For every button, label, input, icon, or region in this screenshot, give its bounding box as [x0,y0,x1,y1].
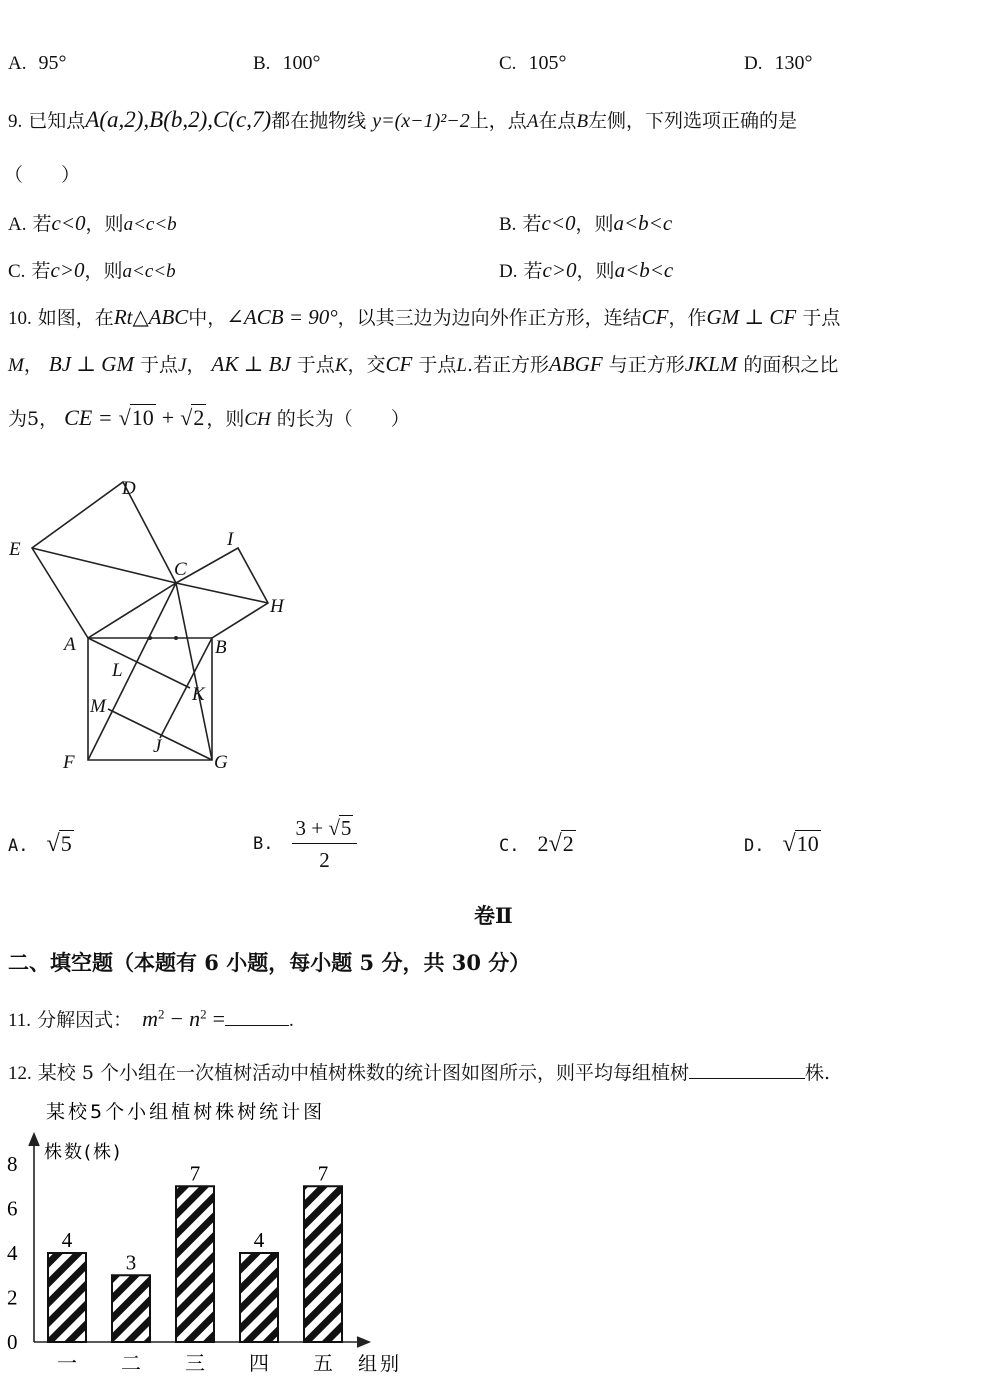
bar-value-label: 4 [253,1228,265,1252]
bar-value-label: 7 [317,1161,329,1186]
label-i: I [227,529,234,550]
q10-text: ，以其三边为边向外作正方形，连结 [337,307,642,329]
bar [240,1253,278,1342]
q10-angle: ∠ACB = 90° [226,305,338,329]
q11-eq: = [212,1006,226,1031]
option-label: B. [499,214,517,235]
option-label: D. [744,53,763,74]
q10-perp: BJ ⊥ GM [48,352,134,376]
q10-text: 为5， [8,408,59,430]
x-tick-label: 二 [121,1351,141,1375]
q10-text: ，交 [347,354,386,376]
section-heading: 二、填空题（本题有 6 小题，每小题 5 分，共 30 分） [8,950,531,975]
option-cond: c>0 [50,258,85,282]
option-result: a<b<c [614,258,674,282]
q12 [8,1058,830,1085]
y-tick-label: 6 [7,1196,18,1221]
bar-chart [0,1090,420,1377]
option-text: ，则 [84,260,123,282]
label-f: F [63,752,75,773]
x-tick-label: 四 [249,1351,269,1375]
q10-option-c[interactable]: C. 2√2 [499,831,574,857]
q10-segment: CH [244,409,271,430]
q10-square: JKLM [684,352,738,376]
q10-text: 于点 [296,354,335,376]
fraction-numerator: 3 + [295,816,324,840]
q10-line-2 [8,350,838,377]
x-axis-label: 组别 [358,1353,403,1375]
q8-option-a[interactable] [8,52,67,75]
q10-text: 的长为（ ） [276,408,410,430]
option-label: B. [253,53,271,74]
y-tick-label: 2 [7,1285,18,1310]
q10-radicand: 2 [193,405,205,430]
option-label: C. [499,836,520,856]
option-radicand: 5 [60,831,72,856]
q9-text: 在点 [538,110,577,132]
bar [48,1253,86,1342]
option-value: 95° [38,52,67,74]
option-result: a<c<b [122,261,176,282]
q10-text: 的面积之比 [743,354,839,376]
dot [148,636,152,640]
bar [176,1186,214,1342]
q10-triangle: Rt△ABC [113,305,189,329]
x-tick-label: 五 [313,1351,333,1375]
y-tick-label: 8 [7,1152,18,1176]
option-label: B. [253,834,274,854]
q9-points: A(a,2),B(b,2),C(c,7) [85,107,272,132]
option-text: ，则 [575,213,614,235]
fraction-denominator: 2 [319,848,330,872]
label-m: M [90,696,106,717]
bar [112,1275,150,1342]
q9-option-a[interactable] [8,209,177,236]
q8-option-c[interactable] [499,52,566,75]
option-cond: c<0 [51,211,86,235]
q10-text: 于点 [802,307,841,329]
option-text: 若 [31,260,51,282]
option-label: D. [499,261,518,282]
q9-text: 上，点 [469,110,527,132]
label-d: D [122,478,136,499]
volume-title: 卷Ⅱ [474,903,513,928]
option-text: 若 [523,260,543,282]
label-c: C [174,559,187,580]
option-label: C. [8,261,26,282]
label-e: E [9,539,21,560]
q10-line-3: 为5， CE = √10 + √2 ，则CH 的长为（ ） [8,405,410,430]
q9-stem [8,106,797,133]
q9-text: 左侧，下列选项正确的是 [588,110,798,132]
q10-square: ABGF [549,352,603,376]
q10-point: K [334,355,348,376]
geometry-figure [0,470,300,780]
q10-option-a[interactable]: A. √5 [8,831,72,857]
q10-line-1 [8,303,840,330]
q11-text: 分解因式： [37,1009,133,1031]
q10-text: ，则 [206,408,245,430]
q10-point: J [178,355,187,376]
bar-value-label: 4 [61,1228,73,1252]
option-label: A. [8,214,27,235]
q10-text: 与正方形 [608,354,685,376]
option-value: 100° [282,52,321,74]
q9-option-c[interactable] [8,256,176,283]
q11-sup: 2 [158,1006,165,1022]
q10-ce: CE = [64,405,113,430]
dot [174,636,178,640]
option-fraction: $\frac{3 + √5}{2}$ [292,815,358,873]
option-label: A. [8,53,27,74]
q9-text: 都在抛物线 [271,110,367,132]
q10-text: ， [23,354,43,376]
option-cond: c<0 [541,211,576,235]
segment-ce [32,548,176,583]
bar-value-label: 3 [125,1250,137,1275]
x-tick-label: 三 [185,1351,205,1375]
y-axis-arrow [29,1134,39,1146]
y-tick-label: 0 [7,1330,18,1354]
option-label: A. [8,836,29,856]
option-text: ，则 [85,213,124,235]
answer-blank[interactable] [225,1007,289,1026]
label-k: K [192,684,205,705]
option-result: a<b<c [613,211,673,235]
question-number: 9. [8,111,23,132]
q11-expr: n [189,1006,201,1031]
segment-ak [88,638,190,688]
option-radicand: 5 [340,816,352,840]
q10-text: 中， [188,307,227,329]
option-value: 105° [528,52,567,74]
q11 [8,1005,294,1032]
option-radicand: 2 [562,831,574,856]
option-text: 若 [522,213,542,235]
question-number: 11. [8,1010,32,1031]
x-tick-label: 一 [57,1351,77,1375]
question-number: 12. [8,1063,32,1084]
q9-option-d[interactable] [499,256,673,283]
q8-option-d[interactable] [744,52,813,75]
y-tick-label: 4 [7,1241,18,1265]
label-b: B [215,637,227,658]
option-value: 130° [774,52,813,74]
q10-point: L [456,355,467,376]
option-coefficient: 2 [537,831,549,856]
q10-text: 于点 [140,354,179,376]
option-result: a<c<b [123,214,177,235]
q10-text: .若正方形 [467,354,550,376]
q10-text: ，作 [668,307,707,329]
q10-text: 于点 [418,354,457,376]
option-label: C. [499,53,517,74]
q11-expr: m [142,1006,159,1031]
q11-sup: 2 [200,1006,207,1022]
q10-option-d[interactable]: D. √10 [744,831,819,857]
q9-option-b[interactable] [499,209,672,236]
q10-option-b[interactable] [253,815,357,873]
q10-text: ， [186,354,206,376]
label-g: G [214,752,228,773]
square-acde [32,482,176,638]
label-a: A [64,634,76,655]
q10-point: M [8,355,24,376]
chart-title: 某校5个小组植树株树统计图 [46,1101,326,1123]
segment-ch [176,583,268,603]
bar-value-label: 7 [189,1161,201,1186]
question-number: 10. [8,308,32,329]
option-label: D. [744,836,765,856]
answer-paren[interactable]: （ ） [4,164,81,186]
answer-blank[interactable] [689,1060,805,1079]
label-j: J [153,736,162,757]
q9-point-b: B [576,111,589,132]
option-cond: c>0 [542,258,577,282]
q10-radicand: 10 [131,405,154,430]
q10-perp: GM ⊥ CF [706,305,797,329]
y-axis-label: 株数(株) [44,1142,123,1163]
q9-point-a: A [526,111,539,132]
option-text: ，则 [576,260,615,282]
option-radicand: 10 [796,831,819,856]
q10-perp: AK ⊥ BJ [211,352,291,376]
q9-parabola: y=(x−1)²−2 [372,110,470,132]
q11-minus: − [170,1006,184,1031]
q10-text: 如图，在 [37,307,114,329]
q10-segment: CF [385,352,413,376]
q10-plus: + [161,405,175,430]
x-axis-arrow [357,1337,369,1347]
q11-end: . [289,1010,294,1031]
q8-option-b[interactable] [253,52,320,75]
option-text: 若 [32,213,52,235]
q12-text: 某校 5 个小组在一次植树活动中植树株数的统计图如图所示，则平均每组植树 [37,1062,689,1084]
label-h: H [270,596,284,617]
q9-text: 已知点 [28,110,86,132]
label-l: L [112,660,123,681]
q12-end: 株. [804,1062,831,1084]
q10-segment: CF [641,305,669,329]
bar [304,1186,342,1342]
